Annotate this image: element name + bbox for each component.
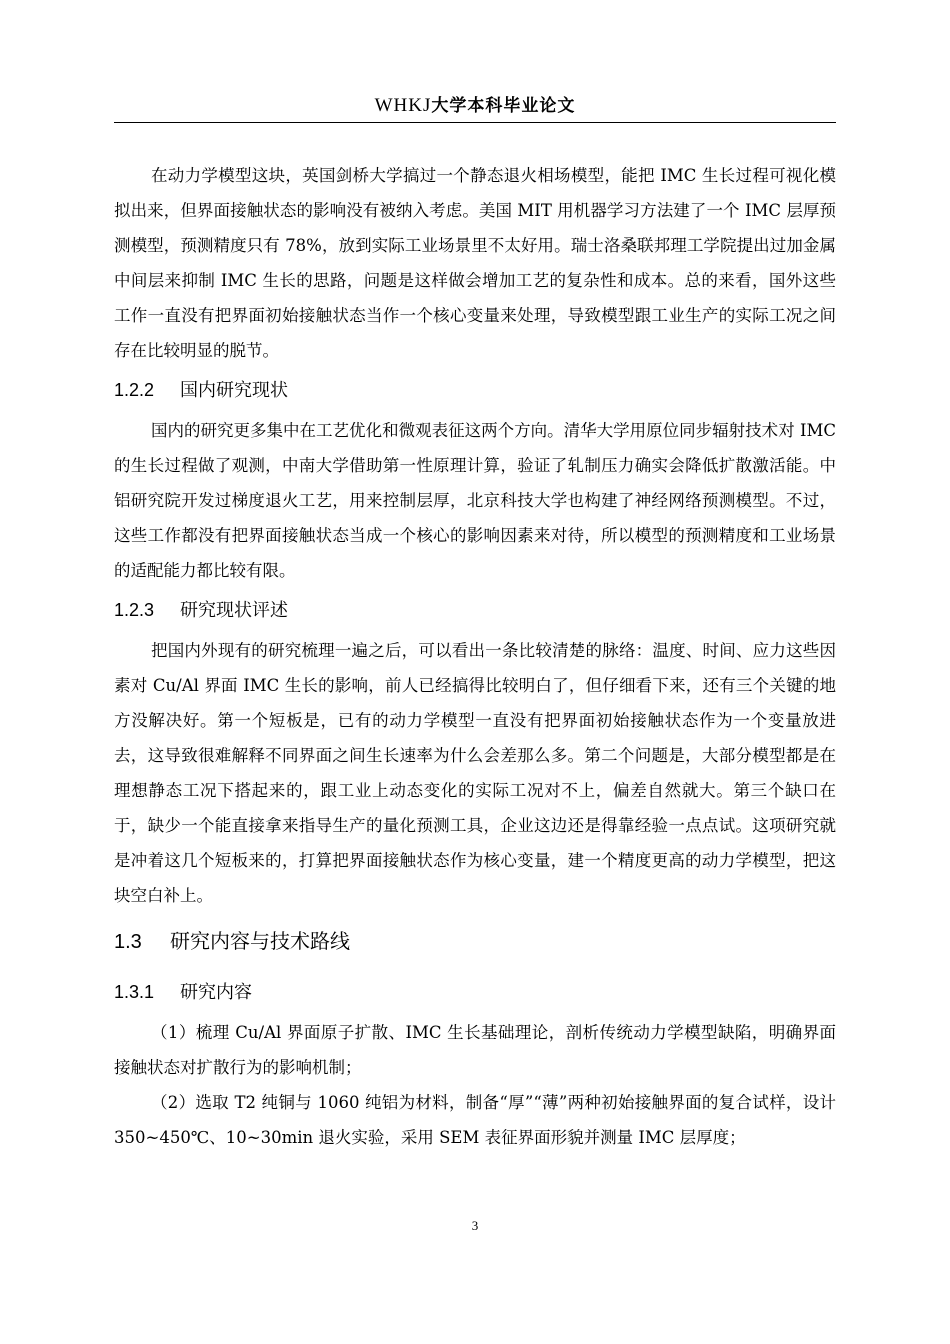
heading-1-3 — [114, 913, 836, 970]
paragraph-domestic-research: 国内的研究更多集中在工艺优化和微观表征这两个方向。清华大学用原位同步辐射技术对 IMC 的生长过程做了观测，中南大学借助第一性原理计算，验证了轧制压力确实会降低扩散激活能。中铝研究院开发过梯度退火工艺，用来控制层厚，北京科技大学也构建了神经网络预测模型。不过，这些工作都没有把界面接触状态当成一个核心的影响因素来对待，所以模型的预测精度和工业场景的适配能力都比较有限。 — [114, 421, 836, 580]
heading-1-3-1 — [114, 970, 836, 1015]
header-school: WHKJ — [374, 95, 432, 116]
heading-title: 研究内容与技术路线 — [170, 929, 350, 953]
page-body — [114, 158, 836, 1155]
heading-1-2-2 — [114, 368, 836, 413]
header-thesis-title: 大学本科毕业论文 — [431, 96, 576, 116]
header-title — [375, 95, 576, 116]
page-header — [114, 92, 836, 123]
heading-title: 国内研究现状 — [180, 380, 288, 401]
page-number: 3 — [471, 1218, 479, 1233]
heading-number: 1.3 — [114, 931, 142, 953]
heading-number: 1.2.3 — [114, 600, 155, 620]
heading-title: 研究内容 — [180, 982, 252, 1003]
paragraph-foreign-research: 在动力学模型这块，英国剑桥大学搞过一个静态退火相场模型，能把 IMC 生长过程可视化模拟出来，但界面接触状态的影响没有被纳入考虑。美国 MIT 用机器学习方法建了一个 IMC 层厚预测模型，预测精度只有 78%，放到实际工业场景里不太好用。瑞士洛桑联邦理工学院提出过加金属中间层来抑制 IMC 生长的思路，问题是这样做会增加工艺的复杂性和成本。总的来看，国外这些工作一直没有把界面初始接触状态当作一个核心变量来处理，导致模型跟工业生产的实际工况之间存在比较明显的脱节。 — [114, 166, 836, 360]
list-item-2: （2）选取 T2 纯铜与 1060 纯铝为材料，制备“厚”“薄”两种初始接触界面的复合试样，设计 350~450℃、10~30min 退火实验，采用 SEM 表征界面形貌并测量 IMC 层厚度； — [114, 1093, 836, 1147]
list-item-1: （1）梳理 Cu/Al 界面原子扩散、IMC 生长基础理论，剖析传统动力学模型缺陷，明确界面接触状态对扩散行为的影响机制； — [114, 1023, 836, 1077]
heading-title: 研究现状评述 — [180, 600, 288, 621]
paragraph-research-review: 把国内外现有的研究梳理一遍之后，可以看出一条比较清楚的脉络：温度、时间、应力这些因素对 Cu/Al 界面 IMC 生长的影响，前人已经搞得比较明白了，但仔细看下来，还有三个关键的地方没解决好。第一个短板是，已有的动力学模型一直没有把界面初始接触状态作为一个变量放进去，这导致很难解释不同界面之间生长速率为什么会差那么多。第二个问题是，大部分模型都是在理想静态工况下搭起来的，跟工业上动态变化的实际工况对不上，偏差自然就大。第三个缺口在于，缺少一个能直接拿来指导生产的量化预测工具，企业这边还是得靠经验一点点试。这项研究就是冲着这几个短板来的，打算把界面接触状态作为核心变量，建一个精度更高的动力学模型，把这块空白补上。 — [114, 641, 836, 905]
heading-number: 1.2.2 — [114, 380, 155, 400]
heading-1-2-3 — [114, 588, 836, 633]
heading-number: 1.3.1 — [114, 982, 155, 1002]
